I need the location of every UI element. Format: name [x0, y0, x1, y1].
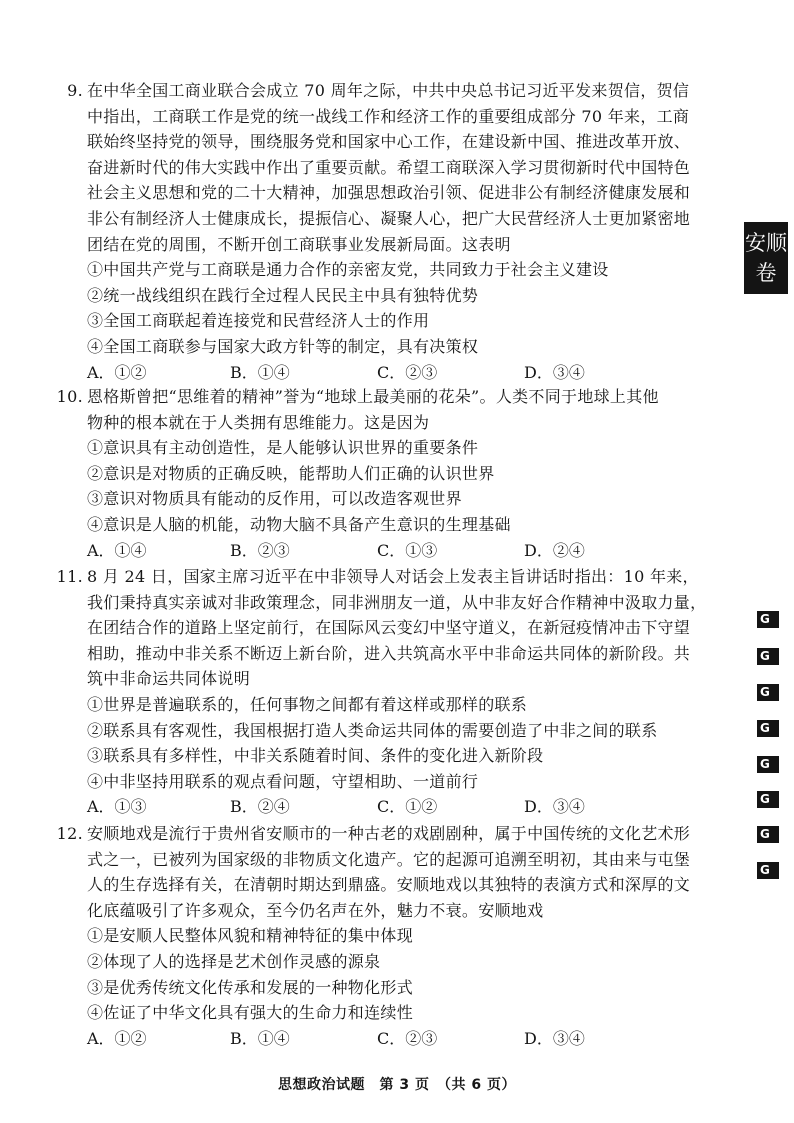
- option-b: B．①④: [230, 362, 290, 382]
- question-10: [55, 384, 720, 563]
- question-stem-line: 相助，推动中非关系不断迈上新台阶，进入共筑高水平中非命运共同体的新阶段。共: [87, 643, 691, 663]
- question-stem-line: 社会主义思想和党的二十大精神，加强思想政治引领、促进非公有制经济健康发展和: [87, 183, 691, 203]
- option-a: A．①④: [87, 540, 147, 560]
- question-stem-line: 我们秉持真实亲诚对非政策理念，同非洲朋友一道，从中非友好合作精神中汲取力量，: [87, 592, 707, 612]
- region-tab: [744, 222, 788, 294]
- question-number: 9.: [67, 81, 83, 100]
- statement: ①世界是普遍联系的，任何事物之间都有着这样或那样的联系: [87, 694, 528, 714]
- option-c: C．②③: [377, 362, 438, 382]
- question-stem-line: 12. 安顺地戏是流行于贵州省安顺市的一种古老的戏剧剧种，属于中国传统的文化艺术形: [55, 821, 720, 847]
- statement: ④中非坚持用联系的观点看问题，守望相助、一道前行: [87, 771, 479, 791]
- statement: ①中国共产党与工商联是通力合作的亲密友党，共同致力于社会主义建设: [87, 260, 609, 280]
- statement: ②体现了人的选择是艺术创作灵感的源泉: [87, 951, 381, 971]
- g-mark: G: [757, 756, 779, 773]
- question-stem-line: 联始终坚持党的领导，围绕服务党和国家中心工作，在建设新中国、推进改革开放、: [87, 132, 691, 152]
- option-b: B．②④: [230, 797, 290, 817]
- question-stem-line: 11. 8 月 24 日，国家主席习近平在中非领导人对话会上发表主旨讲话时指出：10 年来，: [55, 564, 720, 590]
- question-number: 11.: [56, 567, 83, 586]
- option-a: A．①②: [87, 362, 147, 382]
- option-d: D．③④: [524, 1028, 585, 1048]
- statement: ③全国工商联起着连接党和民营经济人士的作用: [87, 311, 430, 331]
- answer-options: [55, 794, 720, 820]
- option-d: D．③④: [524, 362, 585, 382]
- answer-options: [55, 1026, 720, 1052]
- statement: ④意识是人脑的机能，动物大脑不具备产生意识的生理基础: [87, 514, 511, 534]
- question-stem-line: 化底蕴吸引了许多观众，至今仍名声在外，魅力不衰。安顺地戏: [87, 900, 544, 920]
- statement: ④全国工商联参与国家大政方针等的制定，具有决策权: [87, 336, 479, 356]
- page-footer: 思想政治试题 第 3 页 （共 6 页）: [278, 1077, 516, 1093]
- option-a: A．①②: [87, 1028, 147, 1048]
- option-b: B．②③: [230, 540, 290, 560]
- g-mark: G: [757, 648, 779, 665]
- option-c: C．①③: [377, 540, 438, 560]
- statement: ②联系具有客观性，我国根据打造人类命运共同体的需要创造了中非之间的联系: [87, 720, 658, 740]
- question-11: [55, 564, 720, 820]
- answer-options: [55, 538, 720, 564]
- question-stem-line: 奋进新时代的伟大实践中作出了重要贡献。希望工商联深入学习贯彻新时代中国特色: [87, 157, 691, 177]
- option-a: A．①③: [87, 797, 147, 817]
- option-c: C．①②: [377, 797, 438, 817]
- question-12: [55, 821, 720, 1051]
- statement: ④佐证了中华文化具有强大的生命力和连续性: [87, 1003, 414, 1023]
- question-number: 12.: [56, 824, 83, 843]
- question-stem-line: 非公有制经济人士健康成长，提振信心、凝聚人心，把广大民营经济人士更加紧密地: [87, 208, 691, 228]
- question-stem-line: 人的生存选择有关，在清朝时期达到鼎盛。安顺地戏以其独特的表演方式和深厚的文: [87, 875, 691, 895]
- region-tab-line: 安顺: [745, 231, 787, 255]
- question-stem-line: 在团结合作的道路上坚定前行，在国际风云变幻中坚守道义，在新冠疫情冲击下守望: [87, 618, 691, 638]
- statement: ③联系具有多样性，中非关系随着时间、条件的变化进入新阶段: [87, 746, 544, 766]
- g-mark: G: [757, 826, 779, 843]
- question-stem-line: 物种的根本就在于人类拥有思维能力。这是因为: [87, 412, 430, 432]
- question-stem-line: 式之一，已被列为国家级的非物质文化遗产。它的起源可追溯至明初，其由来与屯堡: [87, 849, 691, 869]
- statement: ②意识是对物质的正确反映，能帮助人们正确的认识世界: [87, 463, 495, 483]
- question-9: [55, 78, 720, 385]
- option-c: C．②③: [377, 1028, 438, 1048]
- statement: ①意识具有主动创造性，是人能够认识世界的重要条件: [87, 438, 479, 458]
- option-d: D．②④: [524, 540, 585, 560]
- statement: ①是安顺人民整体风貌和精神特征的集中体现: [87, 926, 414, 946]
- option-d: D．③④: [524, 797, 585, 817]
- g-mark: G: [757, 862, 779, 879]
- answer-options: [55, 360, 720, 386]
- region-tab-line: 卷: [755, 261, 777, 285]
- g-mark: G: [757, 720, 779, 737]
- g-mark: G: [757, 684, 779, 701]
- question-stem-line: 10. 恩格斯曾把“思维着的精神”誉为“地球上最美丽的花朵”。人类不同于地球上其他: [55, 384, 720, 410]
- question-stem-line: 团结在党的周围，不断开创工商联事业发展新局面。这表明: [87, 234, 511, 254]
- statement: ③是优秀传统文化传承和发展的一种物化形式: [87, 977, 414, 997]
- option-b: B．①④: [230, 1028, 290, 1048]
- question-number: 10.: [56, 387, 83, 406]
- statement: ②统一战线组织在践行全过程人民民主中具有独特优势: [87, 285, 479, 305]
- g-mark: G: [757, 791, 779, 808]
- g-mark: G: [757, 611, 779, 628]
- question-stem-line: 中指出，工商联工作是党的统一战线工作和经济工作的重要组成部分 70 年来，工商: [87, 106, 690, 126]
- question-stem-line: 筑中非命运共同体说明: [87, 669, 251, 689]
- statement: ③意识对物质具有能动的反作用，可以改造客观世界: [87, 489, 462, 509]
- question-stem-line: 9. 在中华全国工商业联合会成立 70 周年之际，中共中央总书记习近平发来贺信，贺信: [55, 78, 720, 104]
